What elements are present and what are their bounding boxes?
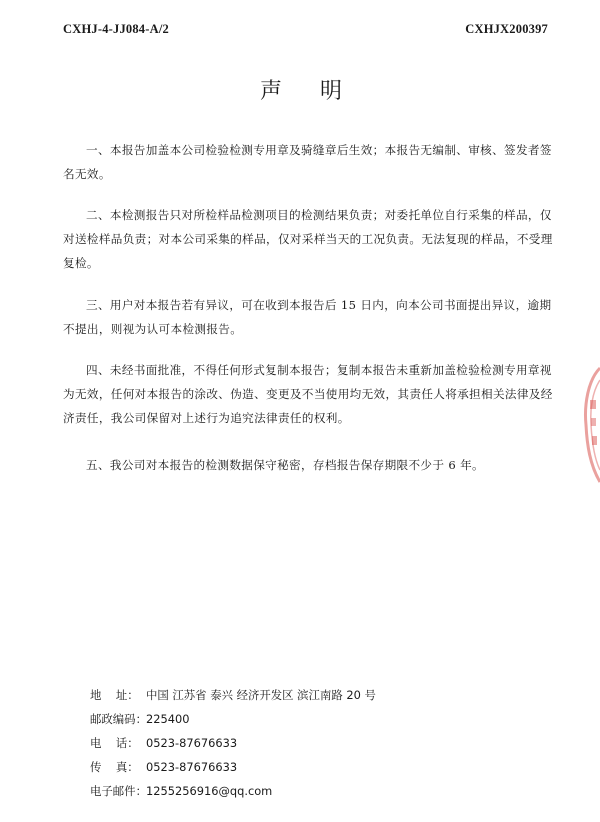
contact-value: 中国 江苏省 泰兴 经济开发区 滨江南路 20 号 (146, 688, 376, 702)
contact-label: 邮政编码： (90, 712, 147, 726)
report-number: CXHJX200397 (465, 22, 548, 36)
contact-value: 0523-87676633 (146, 760, 238, 774)
contact-label: 传 真： (90, 760, 139, 774)
statement-paragraph-3: 三、用户对本报告若有异议，可在收到本报告后 15 日内，向本公司书面提出异议，逾期不提出，则视为认可本检测报告。 (63, 298, 552, 336)
contact-postcode (90, 707, 376, 731)
statement-paragraph-2: 二、本检测报告只对所检样品检测项目的检测结果负责；对委托单位自行采集的样品，仅对送检样品负责；对本公司采集的样品，仅对采样当天的工况负责。无法复现的样品，不受理复检。 (63, 208, 553, 270)
seam-seal-stamp-icon (578, 360, 600, 490)
document-code-left: CXHJ-4-JJ084-A/2 (63, 22, 169, 36)
contact-fax (90, 755, 376, 779)
contact-email (90, 779, 376, 803)
contact-value: 225400 (146, 712, 190, 726)
contact-label: 电 话： (90, 736, 139, 750)
contact-block (90, 683, 376, 803)
contact-label: 电子邮件： (90, 784, 147, 798)
contact-value: 0523-87676633 (146, 736, 238, 750)
contact-value: 1255256916@qq.com (146, 784, 273, 798)
statement-paragraph-1: 一、本报告加盖本公司检验检测专用章及骑缝章后生效；本报告无编制、审核、签发者签名无效。 (63, 143, 552, 181)
page-title: 声明 (259, 79, 380, 104)
statement-paragraph-5: 五、我公司对本报告的检测数据保守秘密，存档报告保存期限不少于 6 年。 (86, 458, 484, 472)
statement-paragraph-4: 四、未经书面批准，不得任何形式复制本报告；复制本报告未重新加盖检验检测专用章视为无效，任何对本报告的涂改、伪造、变更及不当使用均无效，其责任人将承担相关法律及经济责任，我公司保留对上述行为追究法律责任的权利。 (63, 363, 553, 425)
contact-label: 地 址： (90, 688, 139, 702)
contact-address (90, 683, 376, 707)
contact-phone (90, 731, 376, 755)
